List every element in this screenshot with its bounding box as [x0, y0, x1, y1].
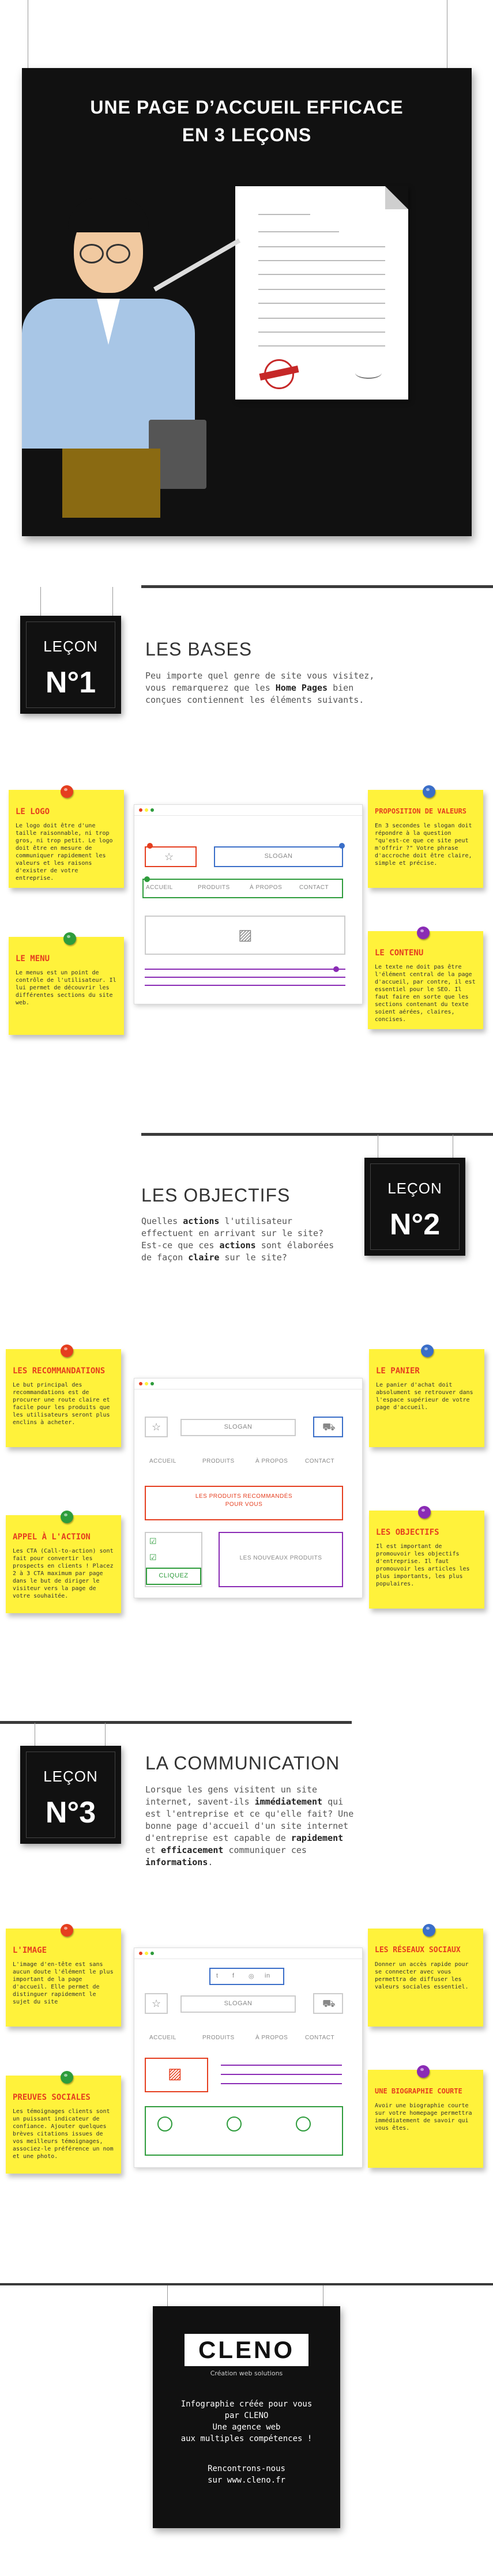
pushpin-icon [418, 1506, 431, 1519]
list-number-3: 3 [247, 339, 254, 353]
wire-new-products: LES NOUVEAUX PRODUITS [219, 1532, 343, 1587]
lesson-badge-number: N°3 [45, 1796, 96, 1829]
doc-line [258, 246, 385, 247]
instagram-icon: ◎ [249, 1973, 255, 1980]
list-number-2: 2 [247, 296, 254, 310]
pin-icon [144, 876, 150, 882]
glasses-icon [106, 244, 130, 263]
footer-credits: Infographie créée pour vous par CLENO Une agence web aux multiples compétences ! [180, 2400, 313, 2443]
wire-slogan-box: SLOGAN [180, 1995, 296, 2013]
check-icon: ☑ [149, 1553, 157, 1562]
lesson-badge-number: N°1 [45, 666, 96, 699]
note-logo: LE LOGO Le logo doit être d'une taille raisonnable, ni trop gros, ni trop petit. Le logo doit être en mesure de communiquer rapidement les valeurs et les raisons d'exister de votre entreprise. [9, 790, 124, 888]
wire-header-image [145, 2058, 208, 2092]
hero-title-line1: UNE PAGE D’ACCUEIL EFFICACE [90, 97, 404, 118]
cleno-logo: CLENO [185, 2334, 308, 2366]
note-preuves-sociales: PREUVES SOCIALES Les témoignages clients sont un puissant indicateur de confiance. Ajouter quelques brèves citations issues de vos meilleurs témoignages, associez-le préférence un nom et une photo. [6, 2076, 121, 2174]
doc-line [258, 332, 385, 333]
list-number-1: 1 [247, 254, 254, 268]
note-image: L'IMAGE L'image d'en-tête est sans aucun doute l'élément le plus important de la page d'accueil. Elle permet de distinguer rapidement le sujet du site [6, 1929, 121, 2027]
folded-corner [385, 186, 408, 209]
wire-cart-box [313, 1993, 343, 2014]
lesson-badge-1 [20, 616, 121, 714]
avatar-icon [157, 2116, 172, 2131]
pushpin-icon [61, 2071, 73, 2084]
pushpin-icon [61, 785, 73, 798]
avatar-icon [227, 2116, 242, 2131]
pushpin-icon [423, 1924, 435, 1937]
wireframe-page-3: t f ◎ in ☆ SLOGAN ⛟ ACCUEIL PRODUITS À PROPOS CONTACT ▨ [134, 1948, 363, 2168]
wire-reco-box: LES PRODUITS RECOMMANDÉS POUR VOUS [145, 1486, 343, 1520]
note-appel-action: APPEL À L'ACTION Les CTA (Call-to-action) sont fait pour convertir les prospects en clients ! Placez 2 à 3 CTA maximum par page dans le but de diriger le visiteur vers la page de votre souhaitée. [6, 1515, 121, 1613]
pin-icon [147, 843, 153, 849]
teacher-hair [68, 198, 149, 232]
lesson-badge-3 [20, 1746, 121, 1844]
cart-icon: ⛟ [322, 1421, 336, 1433]
note-biographie: UNE BIOGRAPHIE COURTE Avoir une biographie courte sur votre homepage permettra immédiatement de savoir qui vous êtes. [368, 2070, 483, 2168]
pushpin-icon [417, 2065, 430, 2078]
pushpin-icon [61, 1345, 73, 1357]
wire-social-box [209, 1968, 284, 1985]
wire-logo-box [145, 1993, 168, 2014]
hanging-string [40, 587, 41, 616]
image-icon: ▨ [238, 926, 253, 943]
wire-logo-box [145, 846, 197, 867]
wireframe-page-2: ☆ SLOGAN ⛟ ACCUEIL PRODUITS À PROPOS CONTACT LES PRODUITS RECOMMANDÉS POUR VOUS ☑ ☑ CLIQUEZ LES NOUVEAUX PRODUITS [134, 1378, 363, 1598]
doc-line [258, 274, 385, 275]
section-divider [141, 585, 493, 588]
doc-line [258, 260, 385, 261]
document-sheet [235, 186, 408, 400]
pointer-stick [153, 239, 240, 292]
wire-bio-line [221, 2065, 342, 2066]
footer-divider [0, 2283, 493, 2285]
signature-icon [355, 367, 382, 379]
lesson-badge-number: N°2 [389, 1208, 441, 1241]
note-valeur: PROPOSITION DE VALEURS En 3 secondes le slogan doit répondre à la question "qu'est-ce que ce site peut m'offrir ?" Votre phrase d'accroche doit être claire, simple et précise. [368, 790, 483, 888]
footer-poster [153, 2306, 340, 2528]
doc-line [258, 231, 339, 232]
wire-logo-box [145, 1417, 168, 1437]
star-icon: ☆ [164, 851, 174, 863]
section-title-bases: LES BASES [145, 639, 253, 660]
section-divider [141, 1133, 493, 1136]
wire-menu-box: ACCUEIL PRODUITS À PROPOS CONTACT [142, 879, 343, 898]
avatar-icon [296, 2116, 311, 2131]
note-contenu: LE CONTENU Le texte ne doit pas être l'élément central de la page d'accueil, par contre, il est essentiel pour le SEO. Il faut faire en sorte que les sections contenant du texte soient aérées, claires, concises. [368, 931, 483, 1029]
pushpin-icon [61, 1924, 73, 1937]
pushpin-icon [423, 785, 435, 798]
wireframe-page-1 [134, 804, 363, 1004]
lesson-badge-word: LEÇON [43, 638, 98, 655]
linkedin-icon: in [265, 1972, 270, 1979]
doc-line [258, 345, 385, 347]
lesson-badge-word: LEÇON [43, 1768, 98, 1785]
wire-slogan-box: SLOGAN [214, 846, 343, 867]
section-text-objectifs: Quelles actions l'utilisateur effectuent en arrivant sur le site? Est-ce que ces actions sont élaborées de façon claire sur le site? [141, 1216, 334, 1263]
pushpin-icon [61, 1511, 73, 1523]
image-icon: ▨ [168, 2065, 183, 2082]
note-reseaux-sociaux: LES RÉSEAUX SOCIAUX Donner un accès rapide pour se connecter avec vous permettra de diffuser les valeurs sociales essentiel. [368, 1929, 483, 2027]
section-text-bases: Peu importe quel genre de site vous visitez, vous remarquerez que les Home Pages bien conçues contiennent les éléments suivants. [145, 671, 375, 705]
section-title-communication: LA COMMUNICATION [145, 1753, 340, 1773]
cleno-tagline: Création web solutions [210, 2370, 283, 2377]
doc-line [258, 214, 310, 215]
wire-content-line [145, 969, 345, 970]
wire-cart-box [313, 1417, 343, 1437]
note-panier: LE PANIER Le panier d'achat doit absolument se retrouver dans l'espace supérieur de votre page d'accueil. [369, 1349, 484, 1447]
facebook-icon: f [232, 1972, 235, 1979]
wire-content-line [145, 977, 345, 978]
check-icon: ☑ [149, 1536, 157, 1546]
doc-line [258, 303, 385, 304]
section-divider [0, 1721, 352, 1724]
glasses-icon [80, 244, 104, 263]
wire-content-line [145, 985, 345, 986]
hanging-string [167, 2285, 168, 2306]
star-icon: ☆ [152, 1998, 161, 2009]
pin-icon [333, 966, 339, 972]
note-objectifs: LES OBJECTIFS Il est important de promouvoir les objectifs d'entreprise. Il faut promouvoir les articles les plus importants, les plus populaires. [369, 1511, 484, 1609]
star-icon: ☆ [152, 1421, 161, 1433]
doc-line [258, 289, 385, 290]
hanging-string [112, 587, 113, 616]
lesson-badge-word: LEÇON [387, 1180, 442, 1197]
hero-title-line2: EN 3 LEÇONS [182, 125, 312, 145]
wire-hero-image [145, 916, 345, 955]
wire-testimonials [145, 2106, 343, 2156]
note-recommandations: LES RECOMMANDATIONS Le but principal des recommandations est de procurer une route claire et facile pour les produits que les utilisateurs seront plus enclins à acheter. [6, 1349, 121, 1447]
pushpin-icon [63, 932, 76, 945]
doc-line [258, 318, 385, 319]
teacher-pants [62, 449, 160, 518]
hero-poster [22, 68, 472, 536]
cart-icon: ⛟ [322, 1998, 336, 2009]
hanging-string [105, 1723, 106, 1746]
twitter-icon: t [216, 1972, 219, 1979]
pushpin-icon [417, 927, 430, 939]
pin-icon [339, 843, 345, 849]
note-menu: LE MENU Le menus est un point de contrôle de l'utilisateur. Il lui permet de découvrir les différentes sections du site web. [9, 937, 124, 1035]
wire-bio-line [221, 2074, 342, 2075]
wire-cta-button[interactable]: CLIQUEZ [146, 1568, 201, 1585]
pushpin-icon [421, 1345, 434, 1357]
footer-contact: Rencontrons-nous sur www.cleno.fr [208, 2464, 285, 2485]
wire-slogan-box: SLOGAN [180, 1419, 296, 1436]
lesson-badge-2 [364, 1158, 465, 1256]
section-title-objectifs: LES OBJECTIFS [141, 1185, 291, 1206]
wire-bio-line [221, 2083, 342, 2084]
section-text-communication: Lorsque les gens visitent un site internet, savent-ils immédiatement qui est l'entreprise et ce qu'elle fait? Une bonne page d'accueil d'un site internet d'entreprise est capable de rapidement et efficacement communiquer ces informations. [145, 1784, 354, 1867]
